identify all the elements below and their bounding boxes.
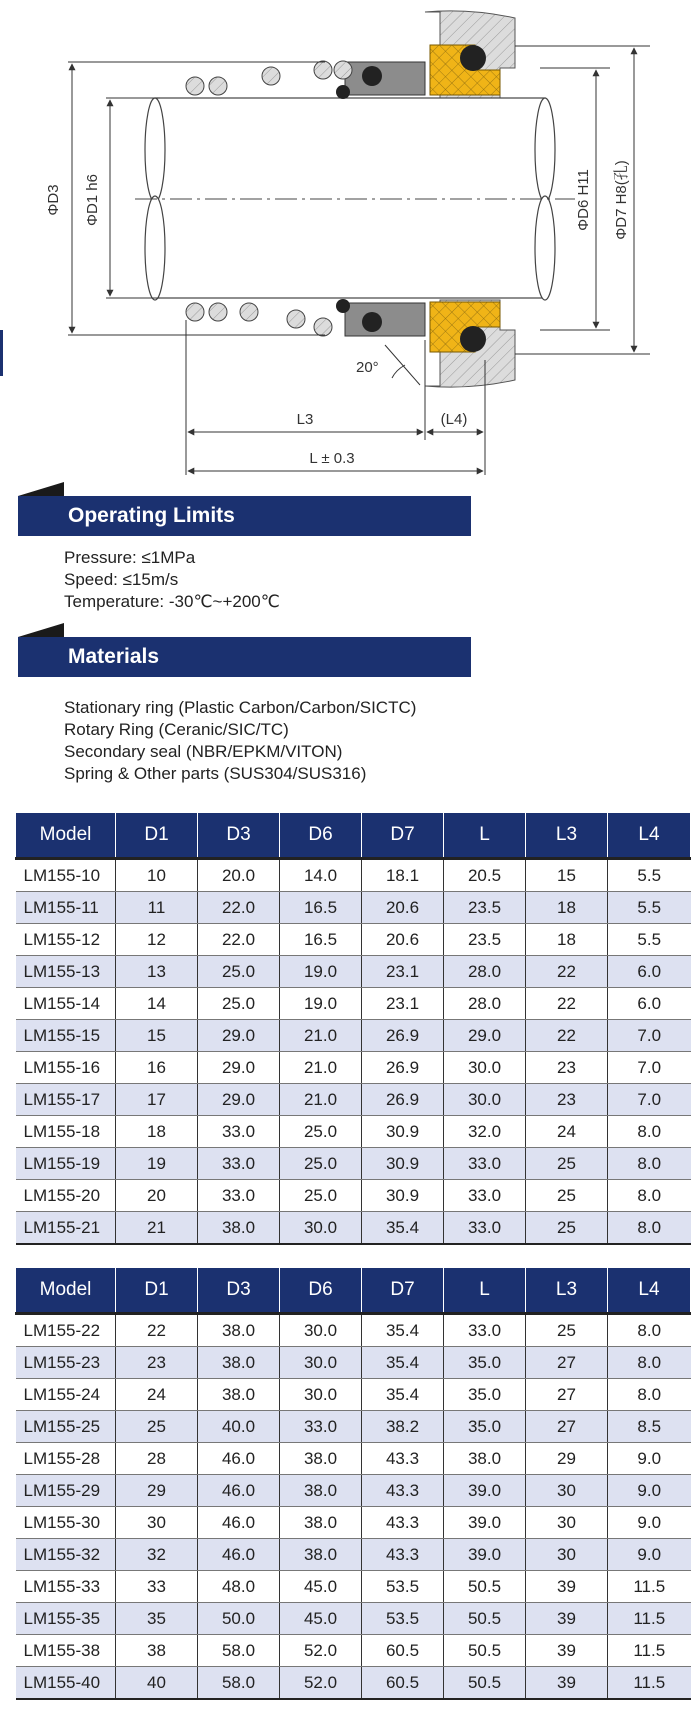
value-cell: 30.0 <box>444 1084 526 1116</box>
value-cell: 6.0 <box>608 956 691 988</box>
value-cell: 30.0 <box>444 1052 526 1084</box>
value-cell: 52.0 <box>280 1635 362 1667</box>
column-header: D7 <box>362 1268 444 1314</box>
column-header: L <box>444 1268 526 1314</box>
value-cell: 38.0 <box>280 1475 362 1507</box>
value-cell: 46.0 <box>198 1475 280 1507</box>
value-cell: 23.5 <box>444 892 526 924</box>
spring-bottom <box>186 303 332 336</box>
operating-limits-title: Operating Limits <box>68 504 235 527</box>
value-cell: 18.1 <box>362 859 444 892</box>
value-cell: 21 <box>116 1212 198 1245</box>
value-cell: 8.0 <box>608 1180 691 1212</box>
label-angle: 20° <box>356 359 379 376</box>
column-header: D7 <box>362 813 444 859</box>
value-cell: 30.0 <box>280 1347 362 1379</box>
model-cell: LM155-24 <box>16 1379 116 1411</box>
label-l: L ± 0.3 <box>309 450 355 467</box>
column-header: Model <box>16 813 116 859</box>
value-cell: 19 <box>116 1148 198 1180</box>
value-cell: 27 <box>526 1347 608 1379</box>
value-cell: 25 <box>526 1148 608 1180</box>
value-cell: 30.0 <box>280 1379 362 1411</box>
model-cell: LM155-35 <box>16 1603 116 1635</box>
value-cell: 20 <box>116 1180 198 1212</box>
value-cell: 25.0 <box>280 1148 362 1180</box>
value-cell: 8.0 <box>608 1379 691 1411</box>
value-cell: 58.0 <box>198 1635 280 1667</box>
rotary-ring-bottom <box>345 303 425 336</box>
value-cell: 30 <box>526 1539 608 1571</box>
value-cell: 35.0 <box>444 1347 526 1379</box>
value-cell: 16.5 <box>280 924 362 956</box>
value-cell: 22.0 <box>198 924 280 956</box>
value-cell: 8.5 <box>608 1411 691 1443</box>
value-cell: 33.0 <box>198 1148 280 1180</box>
value-cell: 20.0 <box>198 859 280 892</box>
value-cell: 22.0 <box>198 892 280 924</box>
table-row <box>16 1116 691 1148</box>
value-cell: 11.5 <box>608 1603 691 1635</box>
value-cell: 52.0 <box>280 1667 362 1700</box>
value-cell: 26.9 <box>362 1052 444 1084</box>
value-cell: 33.0 <box>444 1314 526 1347</box>
value-cell: 29.0 <box>198 1020 280 1052</box>
model-cell: LM155-29 <box>16 1475 116 1507</box>
table-row <box>16 1539 691 1571</box>
value-cell: 40.0 <box>198 1411 280 1443</box>
table-header-row <box>16 1268 691 1314</box>
value-cell: 18 <box>526 892 608 924</box>
value-cell: 48.0 <box>198 1571 280 1603</box>
table-row <box>16 859 691 892</box>
value-cell: 28.0 <box>444 956 526 988</box>
value-cell: 28 <box>116 1443 198 1475</box>
label-d6: ΦD6 H11 <box>575 169 592 231</box>
value-cell: 39.0 <box>444 1507 526 1539</box>
table-row <box>16 1084 691 1116</box>
value-cell: 9.0 <box>608 1443 691 1475</box>
value-cell: 33.0 <box>444 1180 526 1212</box>
model-cell: LM155-21 <box>16 1212 116 1245</box>
value-cell: 14 <box>116 988 198 1020</box>
value-cell: 39 <box>526 1635 608 1667</box>
value-cell: 33.0 <box>198 1116 280 1148</box>
value-cell: 53.5 <box>362 1571 444 1603</box>
spec-table-2 <box>15 1268 691 1700</box>
value-cell: 30 <box>526 1475 608 1507</box>
value-cell: 33 <box>116 1571 198 1603</box>
table-row <box>16 1443 691 1475</box>
column-header: L3 <box>526 1268 608 1314</box>
value-cell: 35.4 <box>362 1379 444 1411</box>
value-cell: 16.5 <box>280 892 362 924</box>
value-cell: 35.0 <box>444 1379 526 1411</box>
value-cell: 28.0 <box>444 988 526 1020</box>
value-cell: 50.5 <box>444 1571 526 1603</box>
value-cell: 23 <box>116 1347 198 1379</box>
value-cell: 38.0 <box>280 1507 362 1539</box>
table-header-row <box>16 813 691 859</box>
value-cell: 50.5 <box>444 1635 526 1667</box>
column-header: L4 <box>608 813 691 859</box>
value-cell: 53.5 <box>362 1603 444 1635</box>
value-cell: 30 <box>526 1507 608 1539</box>
value-cell: 39 <box>526 1571 608 1603</box>
table-row <box>16 1212 691 1245</box>
operating-limits-header <box>18 496 471 536</box>
table-row <box>16 1411 691 1443</box>
value-cell: 25.0 <box>280 1116 362 1148</box>
value-cell: 35.4 <box>362 1314 444 1347</box>
materials-list <box>64 697 416 785</box>
value-cell: 26.9 <box>362 1020 444 1052</box>
model-cell: LM155-10 <box>16 859 116 892</box>
materials-title: Materials <box>68 645 160 668</box>
value-cell: 11.5 <box>608 1667 691 1700</box>
value-cell: 19.0 <box>280 988 362 1020</box>
value-cell: 38.0 <box>198 1314 280 1347</box>
operating-limit-line: Temperature: -30℃~+200℃ <box>64 592 280 611</box>
column-header: D1 <box>116 813 198 859</box>
value-cell: 39.0 <box>444 1475 526 1507</box>
value-cell: 8.0 <box>608 1116 691 1148</box>
value-cell: 43.3 <box>362 1475 444 1507</box>
value-cell: 21.0 <box>280 1020 362 1052</box>
value-cell: 25 <box>116 1411 198 1443</box>
table-row <box>16 924 691 956</box>
value-cell: 43.3 <box>362 1507 444 1539</box>
model-cell: LM155-40 <box>16 1667 116 1700</box>
label-d7: ΦD7 H8(孔) <box>613 160 630 240</box>
value-cell: 25 <box>526 1180 608 1212</box>
value-cell: 25.0 <box>198 956 280 988</box>
value-cell: 5.5 <box>608 924 691 956</box>
value-cell: 21.0 <box>280 1052 362 1084</box>
value-cell: 58.0 <box>198 1667 280 1700</box>
value-cell: 33.0 <box>444 1148 526 1180</box>
value-cell: 20.6 <box>362 924 444 956</box>
value-cell: 29.0 <box>198 1052 280 1084</box>
table-row <box>16 1603 691 1635</box>
value-cell: 23 <box>526 1052 608 1084</box>
value-cell: 15 <box>116 1020 198 1052</box>
value-cell: 40 <box>116 1667 198 1700</box>
value-cell: 35.0 <box>444 1411 526 1443</box>
value-cell: 9.0 <box>608 1507 691 1539</box>
value-cell: 29 <box>526 1443 608 1475</box>
model-cell: LM155-38 <box>16 1635 116 1667</box>
value-cell: 8.0 <box>608 1347 691 1379</box>
value-cell: 23.1 <box>362 956 444 988</box>
value-cell: 10 <box>116 859 198 892</box>
model-cell: LM155-15 <box>16 1020 116 1052</box>
value-cell: 24 <box>116 1379 198 1411</box>
table-row <box>16 1180 691 1212</box>
value-cell: 5.5 <box>608 859 691 892</box>
value-cell: 38.0 <box>198 1347 280 1379</box>
value-cell: 13 <box>116 956 198 988</box>
value-cell: 38.0 <box>280 1443 362 1475</box>
value-cell: 26.9 <box>362 1084 444 1116</box>
table-row <box>16 1571 691 1603</box>
model-cell: LM155-25 <box>16 1411 116 1443</box>
model-cell: LM155-13 <box>16 956 116 988</box>
value-cell: 25 <box>526 1314 608 1347</box>
value-cell: 9.0 <box>608 1475 691 1507</box>
value-cell: 33.0 <box>280 1411 362 1443</box>
model-cell: LM155-28 <box>16 1443 116 1475</box>
table-row <box>16 988 691 1020</box>
column-header: D3 <box>198 1268 280 1314</box>
value-cell: 11.5 <box>608 1571 691 1603</box>
value-cell: 46.0 <box>198 1443 280 1475</box>
value-cell: 21.0 <box>280 1084 362 1116</box>
value-cell: 27 <box>526 1411 608 1443</box>
model-cell: LM155-30 <box>16 1507 116 1539</box>
value-cell: 25 <box>526 1212 608 1245</box>
label-d1: ΦD1 h6 <box>84 174 101 226</box>
value-cell: 60.5 <box>362 1667 444 1700</box>
value-cell: 7.0 <box>608 1052 691 1084</box>
value-cell: 29 <box>116 1475 198 1507</box>
value-cell: 17 <box>116 1084 198 1116</box>
value-cell: 46.0 <box>198 1507 280 1539</box>
material-line: Spring & Other parts (SUS304/SUS316) <box>64 764 367 783</box>
table-row <box>16 956 691 988</box>
value-cell: 23.1 <box>362 988 444 1020</box>
value-cell: 11 <box>116 892 198 924</box>
value-cell: 38.0 <box>198 1212 280 1245</box>
model-cell: LM155-17 <box>16 1084 116 1116</box>
value-cell: 30.9 <box>362 1116 444 1148</box>
value-cell: 38.0 <box>280 1539 362 1571</box>
value-cell: 22 <box>526 956 608 988</box>
value-cell: 23 <box>526 1084 608 1116</box>
value-cell: 8.0 <box>608 1212 691 1245</box>
value-cell: 11.5 <box>608 1635 691 1667</box>
table-row <box>16 1148 691 1180</box>
column-header: L3 <box>526 813 608 859</box>
value-cell: 33.0 <box>198 1180 280 1212</box>
value-cell: 30.9 <box>362 1148 444 1180</box>
value-cell: 60.5 <box>362 1635 444 1667</box>
operating-limits-list <box>64 547 280 613</box>
value-cell: 9.0 <box>608 1539 691 1571</box>
value-cell: 20.6 <box>362 892 444 924</box>
value-cell: 18 <box>116 1116 198 1148</box>
spring-top <box>186 61 352 95</box>
rotary-ring-top <box>345 62 425 95</box>
value-cell: 46.0 <box>198 1539 280 1571</box>
value-cell: 6.0 <box>608 988 691 1020</box>
model-cell: LM155-12 <box>16 924 116 956</box>
model-cell: LM155-33 <box>16 1571 116 1603</box>
value-cell: 32.0 <box>444 1116 526 1148</box>
model-cell: LM155-32 <box>16 1539 116 1571</box>
value-cell: 29.0 <box>198 1084 280 1116</box>
model-cell: LM155-14 <box>16 988 116 1020</box>
spec-table-1 <box>15 813 691 1245</box>
table-row <box>16 1347 691 1379</box>
operating-limit-line: Speed: ≤15m/s <box>64 570 179 589</box>
value-cell: 27 <box>526 1379 608 1411</box>
table-row <box>16 1052 691 1084</box>
model-cell: LM155-22 <box>16 1314 116 1347</box>
value-cell: 32 <box>116 1539 198 1571</box>
value-cell: 8.0 <box>608 1314 691 1347</box>
table-row <box>16 1020 691 1052</box>
value-cell: 38.2 <box>362 1411 444 1443</box>
value-cell: 24 <box>526 1116 608 1148</box>
value-cell: 38.0 <box>444 1443 526 1475</box>
materials-tab <box>18 623 64 637</box>
value-cell: 20.5 <box>444 859 526 892</box>
value-cell: 7.0 <box>608 1084 691 1116</box>
value-cell: 16 <box>116 1052 198 1084</box>
operating-limit-line: Pressure: ≤1MPa <box>64 548 196 567</box>
table-row <box>16 1314 691 1347</box>
column-header: Model <box>16 1268 116 1314</box>
column-header: D1 <box>116 1268 198 1314</box>
value-cell: 38 <box>116 1635 198 1667</box>
value-cell: 38.0 <box>198 1379 280 1411</box>
seal-technical-drawing <box>0 0 700 490</box>
label-d3: ΦD3 <box>45 184 62 216</box>
model-cell: LM155-20 <box>16 1180 116 1212</box>
model-cell: LM155-19 <box>16 1148 116 1180</box>
label-l4: (L4) <box>440 411 468 428</box>
value-cell: 23.5 <box>444 924 526 956</box>
value-cell: 45.0 <box>280 1571 362 1603</box>
value-cell: 5.5 <box>608 892 691 924</box>
model-cell: LM155-11 <box>16 892 116 924</box>
value-cell: 35.4 <box>362 1347 444 1379</box>
value-cell: 14.0 <box>280 859 362 892</box>
column-header: L <box>444 813 526 859</box>
model-cell: LM155-18 <box>16 1116 116 1148</box>
value-cell: 18 <box>526 924 608 956</box>
value-cell: 22 <box>526 988 608 1020</box>
value-cell: 22 <box>526 1020 608 1052</box>
value-cell: 30.0 <box>280 1314 362 1347</box>
table-row <box>16 892 691 924</box>
value-cell: 39 <box>526 1603 608 1635</box>
value-cell: 35 <box>116 1603 198 1635</box>
value-cell: 19.0 <box>280 956 362 988</box>
value-cell: 50.5 <box>444 1667 526 1700</box>
value-cell: 29.0 <box>444 1020 526 1052</box>
model-cell: LM155-16 <box>16 1052 116 1084</box>
label-l3: L3 <box>296 411 314 428</box>
value-cell: 22 <box>116 1314 198 1347</box>
column-header: D6 <box>280 813 362 859</box>
material-line: Stationary ring (Plastic Carbon/Carbon/SICTC) <box>64 698 417 717</box>
value-cell: 25.0 <box>280 1180 362 1212</box>
value-cell: 30.9 <box>362 1180 444 1212</box>
value-cell: 7.0 <box>608 1020 691 1052</box>
value-cell: 33.0 <box>444 1212 526 1245</box>
value-cell: 30.0 <box>280 1212 362 1245</box>
value-cell: 12 <box>116 924 198 956</box>
value-cell: 43.3 <box>362 1443 444 1475</box>
value-cell: 50.0 <box>198 1603 280 1635</box>
value-cell: 39.0 <box>444 1539 526 1571</box>
value-cell: 8.0 <box>608 1148 691 1180</box>
table-row <box>16 1507 691 1539</box>
value-cell: 35.4 <box>362 1212 444 1245</box>
value-cell: 15 <box>526 859 608 892</box>
value-cell: 30 <box>116 1507 198 1539</box>
value-cell: 45.0 <box>280 1603 362 1635</box>
material-line: Secondary seal (NBR/EPKM/VITON) <box>64 742 343 761</box>
table-row <box>16 1475 691 1507</box>
table-row <box>16 1667 691 1700</box>
value-cell: 50.5 <box>444 1603 526 1635</box>
table-row <box>16 1635 691 1667</box>
table-row <box>16 1379 691 1411</box>
materials-header <box>18 637 471 677</box>
value-cell: 25.0 <box>198 988 280 1020</box>
value-cell: 39 <box>526 1667 608 1700</box>
model-cell: LM155-23 <box>16 1347 116 1379</box>
column-header: D6 <box>280 1268 362 1314</box>
shaft <box>155 98 545 298</box>
material-line: Rotary Ring (Ceranic/SIC/TC) <box>64 720 289 739</box>
column-header: L4 <box>608 1268 691 1314</box>
value-cell: 43.3 <box>362 1539 444 1571</box>
column-header: D3 <box>198 813 280 859</box>
